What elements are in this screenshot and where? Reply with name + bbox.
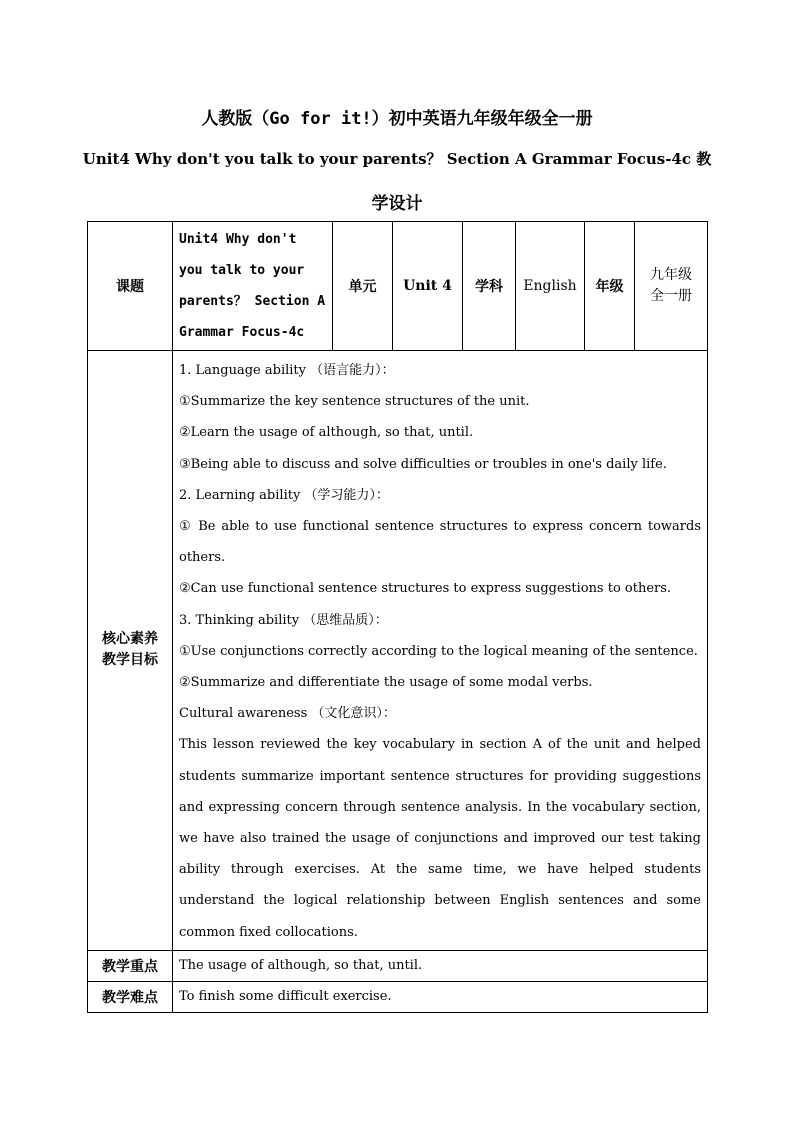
objectives-header	[88, 351, 173, 951]
subject-header: 学科	[463, 222, 516, 351]
subject-value: English	[516, 222, 585, 351]
document-title-line1: 人教版（Go for it!）初中英语九年级年级全一册	[201, 109, 593, 129]
objective-item: ②Learn the usage of although, so that, until.	[179, 425, 474, 441]
objective-item: ①Summarize the key sentence structures of the unit.	[179, 394, 530, 410]
lesson-plan-table	[87, 221, 708, 1013]
objective-item: 3. Thinking ability （思维品质）：	[179, 612, 388, 628]
topic-line: Grammar Focus-4c	[179, 325, 305, 340]
objectives-header-line: 教学目标	[102, 652, 158, 669]
difficulties-row	[88, 981, 708, 1012]
objective-item: ①Use conjunctions correctly according to the logical meaning of the sentence.	[179, 643, 698, 659]
objective-item: Cultural awareness （文化意识）：	[179, 706, 396, 722]
objective-item: ③Being able to discuss and solve difficulties or troubles in one's daily life.	[179, 456, 667, 472]
objectives-header-line: 核心素养	[102, 631, 158, 648]
key-points-header: 教学重点	[88, 950, 173, 981]
grade-value	[635, 222, 708, 351]
objective-item: ① Be able to use functional sentence structures to express concern towards others.	[179, 519, 701, 566]
objective-paragraph: This lesson reviewed the key vocabulary in section A of the unit and helped students summarize important sentence structures for providing suggestions and expressing concern through sentence analysis. In the vocabulary section, we have also trained the usage of conjunctions and improved our test taking ability through exercises. At the same time, we have helped students understand the logical relationship between English sentences and some common fixed collocations.	[179, 737, 701, 940]
grade-line: 全一册	[650, 288, 692, 304]
objective-item: 2. Learning ability （学习能力）：	[179, 487, 389, 503]
difficulties-value: To finish some difficult exercise.	[173, 981, 708, 1012]
topic-header: 课题	[88, 222, 173, 351]
topic-line: you talk to your	[179, 263, 305, 278]
document-title-line3: 学设计	[371, 194, 423, 214]
key-points-value: The usage of although, so that, until.	[173, 950, 708, 981]
objectives-row	[88, 351, 708, 951]
topic-value	[173, 222, 333, 351]
objective-item: 1. Language ability （语言能力）：	[179, 363, 395, 378]
unit-value: Unit 4	[393, 222, 463, 351]
objectives-content	[173, 351, 708, 951]
document-title-line2: Unit4 Why don't you talk to your parents？ Section A Grammar Focus-4c 教	[82, 150, 712, 168]
grade-line: 九年级	[650, 267, 692, 283]
header-row	[88, 222, 708, 351]
topic-line: Unit4 Why don't	[179, 232, 297, 247]
unit-header: 单元	[333, 222, 393, 351]
topic-line: parents？ Section A	[179, 294, 326, 309]
key-points-row	[88, 950, 708, 981]
difficulties-header: 教学难点	[88, 981, 173, 1012]
objective-item: ②Can use functional sentence structures to express suggestions to others.	[179, 581, 672, 597]
grade-header: 年级	[585, 222, 635, 351]
objective-item: ②Summarize and differentiate the usage of some modal verbs.	[179, 675, 593, 691]
